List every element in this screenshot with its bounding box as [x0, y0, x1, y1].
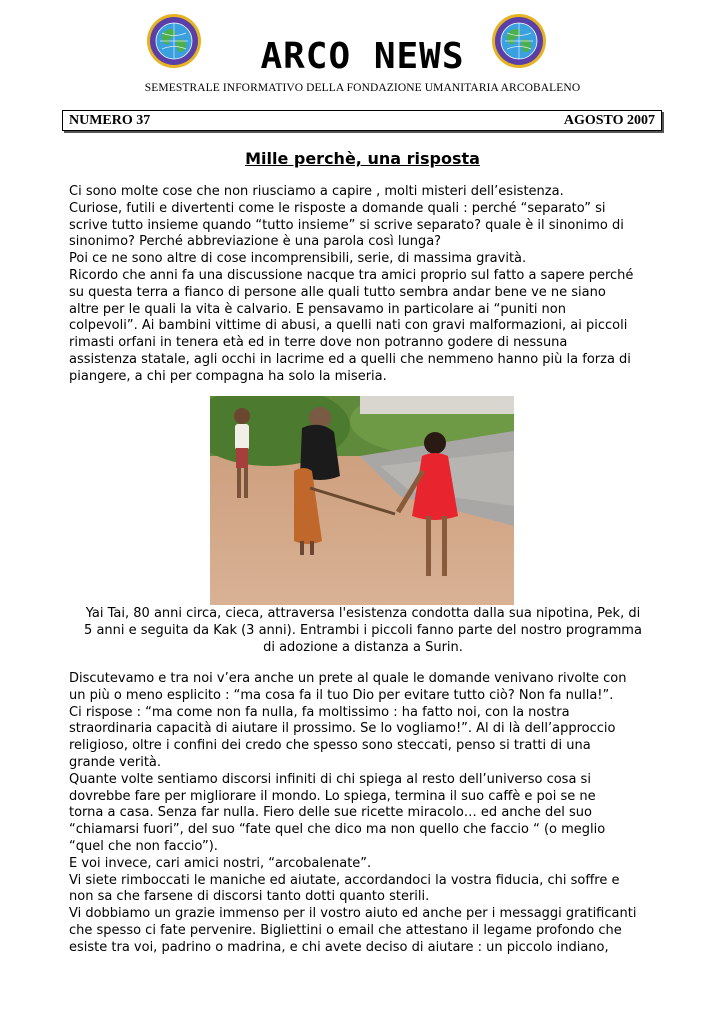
article-body-paragraph: Discutevamo e tra noi v’era anche un prete al quale le domande venivano rivolte con un più o meno esplicito : “ma cosa fa il tuo Dio per evitare tutto ciò? Non fa nulla!”. Ci rispose : “ma come non fa nulla, fa moltissimo : ha fatto noi, con la nostra straordinaria capacità di aiutare il prossimo. Se lo vogliamo!”. Al di là dell’approccio religioso, oltre i confini dei credo che spesso sono steccati, penso si tratti di una grande verità. Quante volte sentiamo discorsi infiniti di chi spiega al resto dell’universo cosa si dovrebbe fare per migliorare il mondo. Lo spiega, termina il suo caffè e poi se ne torna a casa. Senza far nulla. Fiero delle sue ricette miracolo… ed anche del suo “chiamarsi fuori”, del suo “fate quel che dico ma non quello che faccio “ (o meglio “quel che non faccio”). E voi invece, cari amici nostri, “arcobalenate”. Vi siete rimboccati le maniche ed aiutate, accordandoci la vostra fiducia, chi soffre e non sa che farsene di discorsi tanto dotti quanto sterili. Vi dobbiamo un grazie immenso per il vostro aiuto ed anche per i messaggi gratificanti che spesso ci fate pervenire. Bigliettini o email che attestano il legame profondo che esiste tra voi, padrino o madrina, e chi avete deciso di aiutare : un piccolo indiano, — [69, 671, 637, 955]
masthead-subtitle: SEMESTRALE INFORMATIVO DELLA FONDAZIONE UMANITARIA ARCOBALENO — [144, 82, 581, 94]
article-title: Mille perchè, una risposta — [245, 149, 480, 168]
issue-bar — [62, 110, 662, 131]
issue-date: AGOSTO 2007 — [563, 113, 655, 128]
article-intro-paragraph: Ci sono molte cose che non riusciamo a capire , molti misteri dell’esistenza. Curiose, futili e divertenti come le risposte a domande quali : perché “separato” si scrive tutto insieme quando “tutto insieme” si scrive separato? quale è il sinonimo di sinonimo? Perché abbreviazione è una parola così lunga? Poi ce ne sono altre di cose incomprensibili, serie, di massima gravità. Ricordo che anni fa una discussione nacque tra amici proprio sul fatto a sapere perché su questa terra a fianco di persone alle quali tutto sembra andar bene ve ne siano altre per le quali la vita è calvario. E pensavamo in particolare ai “puniti non colpevoli”. Ai bambini vittime di abusi, a quelli nati con gravi malformazioni, ai piccoli rimasti orfani in tenera età ed in terre dove non potranno godere di nessuna assistenza statale, agli occhi in lacrime ed a quelli che nemmeno hanno più la forza di piangere, a chi per compagna ha solo la miseria. — [69, 184, 634, 384]
photo-caption: Yai Tai, 80 anni circa, cieca, attraversa l'esistenza condotta dalla sua nipotina, Pek, di 5 anni e seguita da Kak (3 anni). Entrambi i piccoli fanno parte del nostro programma di adozione a distanza a Surin. — [84, 606, 642, 655]
article-photo — [210, 396, 514, 605]
issue-number: NUMERO 37 — [69, 113, 151, 128]
masthead-title: ARCO NEWS — [260, 36, 465, 77]
